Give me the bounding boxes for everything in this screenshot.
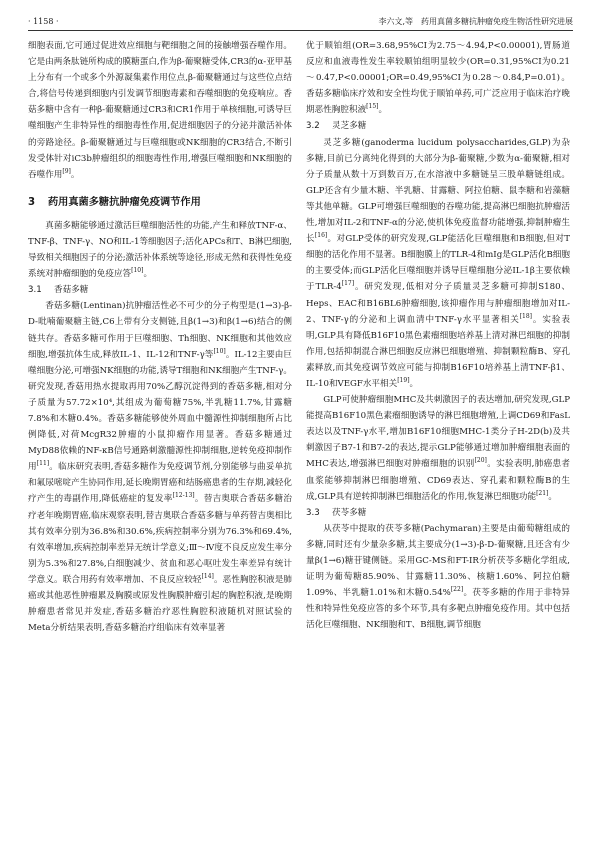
citation[interactable]: [22] [450, 586, 464, 594]
citation[interactable]: [21] [536, 489, 549, 497]
citation[interactable]: [10] [131, 267, 144, 275]
citation[interactable]: [15] [366, 103, 379, 111]
subsection-number: 3.3 [306, 507, 320, 518]
paragraph: 细胞表面,它可通过促进效应细胞与靶细胞之间的接触增强吞噬作用。它是由两条肽链所构成的膜糖蛋白,作为β-葡聚糖受体,CR3的α-亚甲基上分布有一个或多个外源凝集素作用位点,β-葡聚糖通过与这些位点结合,将信号传递到细胞内引发调节细胞毒素和吞噬细胞的免疫响应。香菇多糖中含有一种β-葡聚糖通过CR3和CR1作用于单核细胞,可诱导巨噬细胞产生非特异性的细胞毒性作用,促进细胞因子的分泌并激活补体的旁路途径。β-葡聚糖通过与巨噬细胞或NK细胞的CR3结合,不断引发受体针对iC3b肿瘤组织的细胞毒性作用,增强巨噬细胞和NK细胞的吞噬作用[9]。 [28, 41, 292, 180]
citation[interactable]: [11] [36, 460, 50, 468]
right-column [306, 38, 570, 633]
subsection-title: 茯苓多糖 [332, 507, 367, 518]
section-heading [28, 194, 292, 212]
citation[interactable]: [19] [397, 377, 410, 385]
subsection-number: 3.2 [306, 121, 320, 132]
citation[interactable]: [18] [519, 312, 533, 320]
subsection-number: 3.1 [28, 285, 42, 296]
paragraph: 优于顺铂组(OR=3.68,95%CI为2.75～4.94,P<0.00001),胃肠道反应和血液毒性发生率较顺铂组明显较少(OR=0.31,95%CI为0.21～0.47,P<0.00001;OR=0.49,95%CI为0.28～0.84,P=0.01)。香菇多糖临床疗效和安全性均优于顺铂单药,可广泛应用于临床治疗晚期恶性胸腔积液[15]。 [306, 41, 570, 116]
section-number: 3 [28, 196, 36, 208]
page-number: · 1158 · [28, 17, 59, 26]
subsection-title: 香菇多糖 [54, 285, 89, 296]
paragraph: 从茯苓中提取的茯苓多糖(Pachymaran)主要是由葡萄糖组成的多糖,同时还有少量杂多糖,其主要成分(1→3)-β-D-葡聚糖,且还含有少量β(1→6)糖苷键侧链。采用GC-MS和FT-IR分析茯苓多糖化学组成,证明为葡萄糖85.90%、甘露糖11.30%、核糖1.60%、阿拉伯糖1.09%、半乳糖1.01%和木糖0.54%[22]。茯苓多糖的作用于非特异性和特异性免疫应答的多个环节,具有多靶点肿瘤免疫作用。其中包括活化巨噬细胞、NK细胞和T、B细胞,调节细胞 [306, 523, 570, 631]
citation[interactable]: [16] [314, 232, 328, 240]
subsection-heading [306, 505, 570, 521]
paragraph: 香菇多糖(Lentinan)抗肿瘤活性必不可少的分子构型是(1→3)-β-D-吡喃葡聚糖主链,C6上带有分支侧链,且β(1→3)和β(1→6)结合的侧链共存。香菇多糖可作用于巨噬细胞、Th细胞、NK细胞和其他效应细胞,增强抗体生成,释放IL-1、IL-12和TNF-γ等[10]。IL-12主要由巨噬细胞分泌,可增强NK细胞的功能,诱导T细胞和NK细胞产生TNF-γ。研究发现,香菇用热水提取再用70%乙醇沉淀得到的香菇多糖,相对分子质量为57.72×10⁴,其组成为葡萄糖75%,半乳糖11.7%,甘露糖7.8%和木糖0.4%。香菇多糖能够使外周血中髓源性抑制细胞所占比例降低,对荷McgR32肿瘤的小鼠抑瘤作用显著。香菇多糖通过MyD88依赖的NF-κB信号通路刺激髓源性抑制细胞,逆转免疫抑制作用[11]。临床研究表明,香菇多糖作为免疫调节剂,分别能够与曲妥单抗和氟尿嘧啶产生协同作用,延长晚期胃癌和结肠癌患者的生存期,减轻化疗产生的毒副作用,降低癌症的复发率[12-13]。替吉奥联合香菇多糖治疗老年晚期胃癌,临床观察表明,替吉奥联合香菇多糖与单药替吉奥相比其有效率分别为36.8%和30.6%,疾病控制率分别为76.3%和69.4%,有效率增加,疾病控制率差异无统计学意义;Ⅲ～Ⅳ度不良反应发生率分别为5.3%和27.8%,白细胞减少、贫血和恶心呕吐发生率差异有统计学意义。联合用药有效率增加、不良反应较轻[14]。恶性胸腔积液是肺癌或其他恶性肿瘤累及胸膜或原发性胸膜肿瘤引起的胸腔积液,是晚期肿瘤患者常见并发症,香菇多糖治疗恶性胸腔积液随机对照试验的Meta分析结果表明,香菇多糖治疗组临床有效率显著 [28, 301, 292, 634]
running-title: 李六文,等 药用真菌多糖抗肿瘤免疫生物活性研究进展 [378, 17, 573, 26]
subsection-title: 灵芝多糖 [332, 121, 367, 132]
citation[interactable]: [10] [213, 347, 226, 355]
citation[interactable]: [14] [201, 573, 214, 581]
running-header [28, 14, 573, 31]
subsection-heading [28, 282, 292, 298]
paragraph: 灵芝多糖(ganoderma lucidum polysaccharides,GLP)为杂多糖,目前已分离纯化得到的大部分为β-葡聚糖,少数为α-葡聚糖,相对分子质量从数十万到数百万,在水溶液中多糖链呈三股单糖链组成。GLP还含有少量木糖、半乳糖、甘露糖、阿拉伯糖、鼠李糖和岩藻糖等其他单糖。GLP可增强巨噬细胞的吞噬功能,提高淋巴细胞抗肿瘤活性,增加对IL-2和TNF-α的分泌,使机体免疫监督功能增强,抑制肿瘤生长[16]。对GLP受体的研究发现,GLP能活化巨噬细胞和B细胞,但对T细胞的活化作用不显著。B细胞膜上的TLR-4和mIg是GLP活化B细胞的主要受体;而GLP活化巨噬细胞并诱导巨噬细胞分泌IL-1β主要依赖于TLR-4[17]。研究发现,低相对分子质量灵芝多糖可抑制S180、Heps、EAC和B16BL6肿瘤细胞,该抑瘤作用与肿瘤细胞增加对IL-2、TNF-γ的分泌和上调血清中TNF-γ水平显著相关[18]。实验表明,GLP具有降低B16F10黑色素瘤细胞培养基上清对淋巴细胞的抑制作用,包括抑制混合淋巴细胞反应淋巴细胞增殖、抑制颗粒酶B、穿孔素释放,而其免疫调节效应可能与抑制B16F10培养基上清TNF-β1、IL-10和VEGF水平相关[19]。 [306, 137, 571, 389]
paragraph: 真菌多糖能够通过激活巨噬细胞活性的功能,产生和释放TNF-α、TNF-β、TNF-γ、NO和IL-1等细胞因子;活化APCs和T、B淋巴细胞,导致相关细胞因子的分泌;激活补体系统等途径,形成无然和获得性免疫系统对肿瘤细胞的免疫应答[10]。 [28, 220, 292, 280]
citation[interactable]: [12-13] [172, 492, 195, 500]
citation[interactable]: [17] [341, 280, 355, 288]
section-title: 药用真菌多糖抗肿瘤免疫调节作用 [48, 196, 201, 208]
left-column [28, 38, 292, 636]
paragraph: GLP可使肿瘤细胞MHC及共刺激因子的表达增加,研究发现,GLP能提高B16F10黑色素瘤细胞诱导的淋巴细胞增殖,上调CD69和FasL表达以及TNF-γ水平,增加B16F10细胞MHC-1类分子H-2D(b)及共刺激因子B7-1和B7-2的表达,提示GLP能够通过增加肿瘤细胞表面的MHC表达,增强淋巴细胞对肿瘤细胞的识别[20]。实验表明,肺癌患者血浆能够抑制淋巴细胞增殖、CD69表达、穿孔素和颗粒酶B的生成,GLP具有逆转抑制淋巴细胞活化的作用,恢复淋巴细胞功能[21]。 [306, 395, 570, 502]
citation[interactable]: [20] [474, 457, 487, 465]
citation[interactable]: [9] [62, 167, 71, 175]
subsection-heading [306, 118, 570, 134]
